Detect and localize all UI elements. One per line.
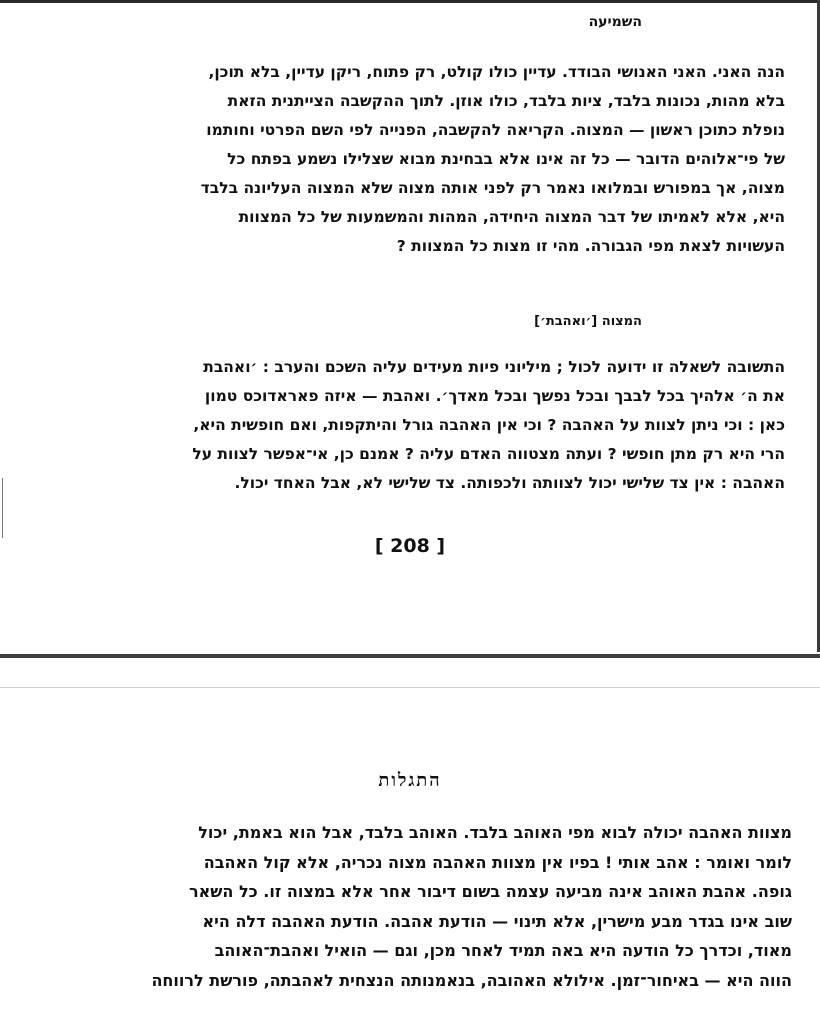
paragraph-3-line: גופה. אהבת האוהב אינה מביעה עצמה בשום דיבור אחר אלא במצוה זו. כל השאר: [189, 882, 792, 901]
paragraph-3-line: מאוד, וכדרך כל הודעה היא באה תמיד לאחר מכן, וגם — הואיל ואהבת־האוהב: [214, 941, 792, 960]
paragraph-1-line: בלא מהות, נכונות בלבד, ציות בלבד, כולו אוזן. לתוך ההקשבה הצייתנית הזאת: [227, 92, 785, 110]
page-top-rule: [0, 0, 820, 3]
paragraph-2-line: כאן : וכי ניתן לצוות על האהבה ? וכי אין האהבה גורל והיתקפות, ואם חופשית היא,: [193, 416, 785, 434]
paragraph-3-line: שוב אינו בגדר מבע מישרין, אלא תינוי — הודעת אהבה. הודעת האהבה דלה היא: [202, 911, 792, 931]
paragraph-1-line: היא, אלא לאמיתו של דבר המצוה היחידה, המהות והמשמעות של כל המצוות: [238, 208, 785, 226]
paragraph-3: [27, 818, 792, 995]
paragraph-1-line: של פי־אלוהים הדובר — כל זה אינו אלא בבחינת מבוא שצלילו נשמע בפתח כל: [227, 150, 785, 168]
paragraph-1-line: הנה האני. האני האנושי הבודד. עדיין כולו קולט, רק פתוח, ריקן עדיין, בלא תוכן,: [208, 63, 785, 81]
paragraph-2-line: האהבה : אין צד שלישי יכול לצוותה ולכפותה. צד שלישי לא, אבל האחד יכול.: [234, 474, 785, 492]
page-divider-faint: [0, 687, 820, 688]
page-left-mark: [2, 478, 3, 538]
paragraph-3-line: לומר ואומר : אהב אותי ! בפיו אין מצוות האהבה מצוה נכריה, אלא קול האהבה: [203, 852, 792, 872]
page-number: [ 208 ]: [374, 535, 446, 557]
paragraph-1-line: העשויות לצאת מפי הגבורה. מהי זו מצות כל המצוות ?: [396, 237, 785, 255]
paragraph-1-line: מצוה, אך במפורש ובמלואו נאמר רק לפני אותה מצוה שלא המצוה העליונה בלבד: [200, 179, 785, 197]
section-heading: המצוה [׳ואהבת׳]: [534, 314, 642, 329]
page-bottom: [0, 690, 820, 1023]
paragraph-3-line: הווה היא — באיחור־זמן. אילולא האהובה, בנאמנותה הנצחית לאהבתה, פורשת לרווחה: [151, 970, 792, 990]
paragraph-2-line: את ה׳ אלהיך בכל לבבך ובכל נפשך ובכל מאדך׳. ואהבת — איזה פאראדוכס טמון: [204, 387, 785, 405]
paragraph-3-line: מצוות האהבה יכולה לבוא מפי האוהב בלבד. האוהב בלבד, אבל הוא באמת, יכול: [198, 823, 792, 842]
paragraph-1-line: נופלת כתוכן ראשון — המצוה. הקריאה להקשבה, הפנייה לפי השם הפרטי וחותמו: [206, 121, 785, 139]
paragraph-1: [37, 58, 785, 261]
page-divider: [0, 654, 820, 658]
paragraph-2-line: התשובה לשאלה זו ידועה לכול ; מיליוני פיות מעידים עליה השכם והערב : ׳ואהבת: [203, 358, 785, 376]
running-header: השמיעה: [588, 14, 642, 30]
paragraph-2: [37, 353, 785, 498]
paragraph-2-line: הרי היא רק מתן חופשי ? ועתה מצטווה האדם עליה ? אמנם כן, אי־אפשר לצוות על: [192, 445, 785, 463]
chapter-title: התגלות: [378, 770, 442, 791]
